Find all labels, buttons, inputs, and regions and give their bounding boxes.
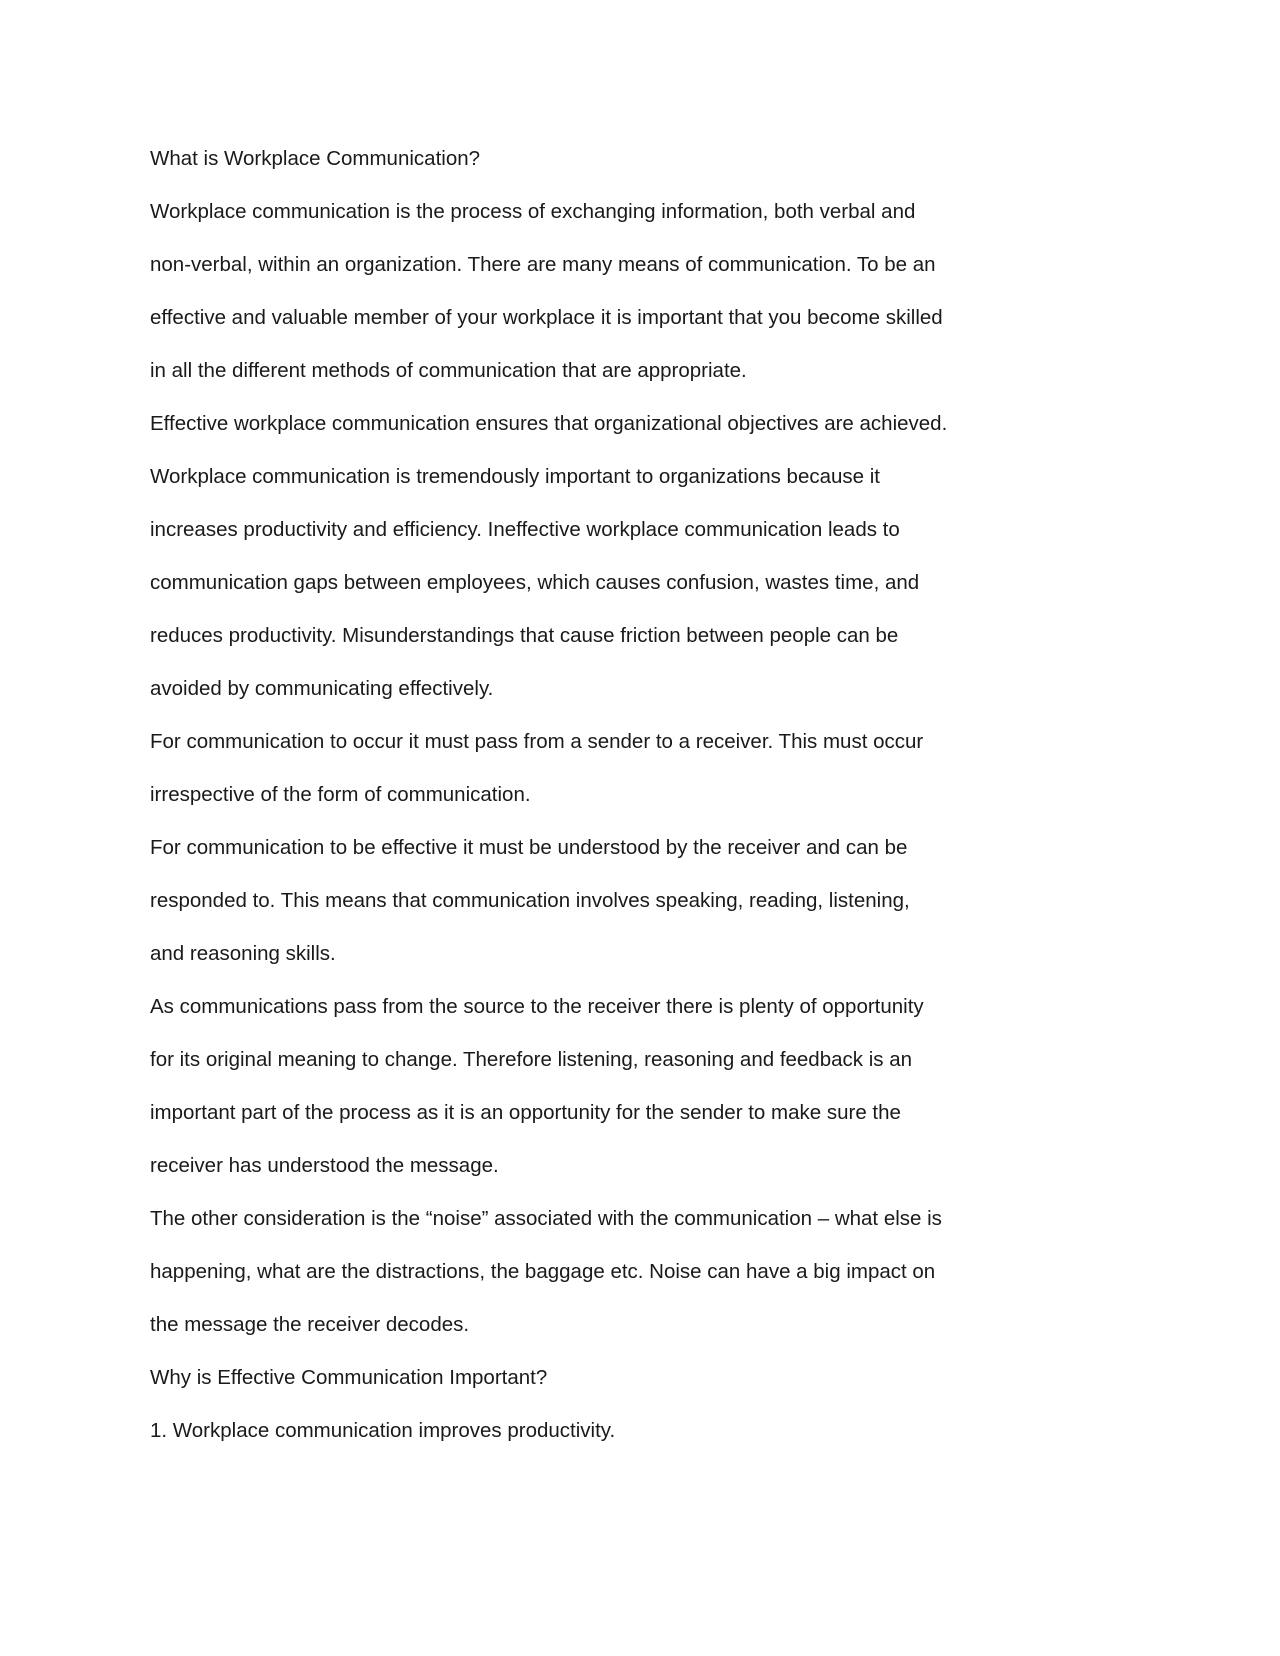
text-line: The other consideration is the “noise” associated with the communication – what else is [150, 1207, 942, 1230]
text-line: Effective workplace communication ensures that organizational objectives are achieved. [150, 412, 948, 435]
text-line: effective and valuable member of your workplace it is important that you become skilled [150, 306, 943, 329]
text-line: reduces productivity. Misunderstandings that cause friction between people can be [150, 624, 899, 647]
text-line: irrespective of the form of communication. [150, 783, 531, 806]
list-item: 1. Workplace communication improves productivity. [150, 1419, 616, 1442]
text-line: in all the different methods of communication that are appropriate. [150, 359, 747, 382]
text-line: For communication to occur it must pass from a sender to a receiver. This must occur [150, 730, 924, 753]
document-body [150, 147, 1000, 1472]
heading-why-effective-communication: Why is Effective Communication Important? [150, 1366, 548, 1389]
text-line: happening, what are the distractions, the baggage etc. Noise can have a big impact on [150, 1260, 936, 1283]
text-line: important part of the process as it is an opportunity for the sender to make sure the [150, 1101, 901, 1124]
text-line: receiver has understood the message. [150, 1154, 499, 1177]
text-line: communication gaps between employees, which causes confusion, wastes time, and [150, 571, 920, 594]
text-line: Workplace communication is tremendously important to organizations because it [150, 465, 881, 488]
text-line: As communications pass from the source to the receiver there is plenty of opportunity [150, 995, 924, 1018]
text-line: the message the receiver decodes. [150, 1313, 470, 1336]
text-line: avoided by communicating effectively. [150, 677, 494, 700]
text-line: and reasoning skills. [150, 942, 336, 965]
text-line: For communication to be effective it must be understood by the receiver and can be [150, 836, 908, 859]
text-line: increases productivity and efficiency. Ineffective workplace communication leads to [150, 518, 900, 541]
text-line: for its original meaning to change. Therefore listening, reasoning and feedback is an [150, 1048, 913, 1071]
heading-what-is-workplace-communication: What is Workplace Communication? [150, 147, 481, 170]
text-line: Workplace communication is the process of exchanging information, both verbal and [150, 200, 916, 223]
text-line: responded to. This means that communication involves speaking, reading, listening, [150, 889, 910, 912]
text-line: non-verbal, within an organization. There are many means of communication. To be an [150, 253, 936, 276]
